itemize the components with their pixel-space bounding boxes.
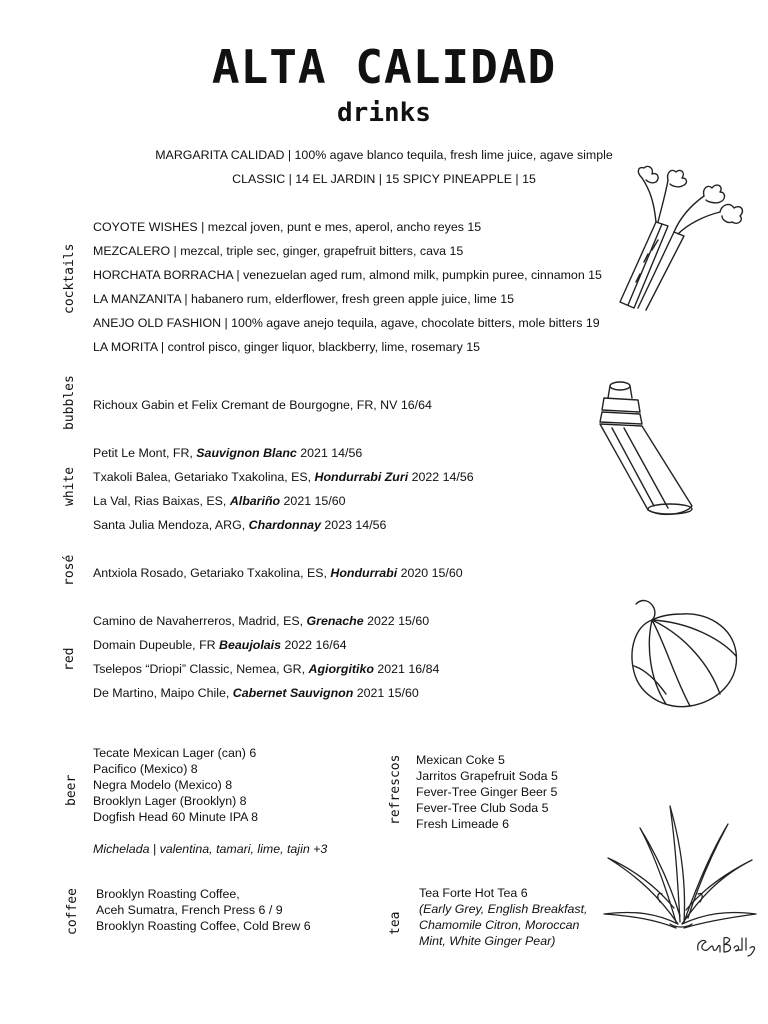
cocktail-item: COYOTE WISHES | mezcal joven, punt e mes, aperol, ancho reyes 15	[93, 220, 482, 234]
beer-item: Tecate Mexican Lager (can) 6	[93, 746, 257, 760]
wine-producer: Camino de Navaherreros, Madrid, ES,	[93, 614, 307, 628]
margarita-variants: CLASSIC | 14 EL JARDIN | 15 SPICY PINEAPPLE | 15	[232, 172, 536, 186]
refresco-item: Fever-Tree Ginger Beer 5	[416, 785, 558, 799]
wine-price: 2021 16/84	[373, 662, 440, 676]
wine-producer: Antxiola Rosado, Getariako Txakolina, ES,	[93, 566, 331, 580]
agave-illustration	[600, 798, 760, 938]
wine-varietal: Agiorgitiko	[308, 662, 374, 676]
wine-price: 2022 15/60	[363, 614, 430, 628]
red-wine-item	[93, 613, 429, 629]
wine-price: 2022 16/64	[281, 638, 347, 652]
tomatillo-illustration	[626, 596, 746, 712]
refresco-item: Jarritos Grapefruit Soda 5	[416, 769, 558, 783]
tea-option: (Early Grey, English Breakfast,	[419, 902, 588, 916]
menu-title: ALTA CALIDAD	[211, 40, 557, 94]
coffee-item: Brooklyn Roasting Coffee, Cold Brew 6	[96, 919, 311, 933]
tea-item: Tea Forte Hot Tea 6	[419, 886, 528, 900]
white-wine-item	[93, 445, 362, 461]
celery-illustration	[608, 162, 764, 312]
refresco-item: Fever-Tree Club Soda 5	[416, 801, 549, 815]
coffee-item: Aceh Sumatra, French Press 6 / 9	[96, 903, 283, 917]
white-wine-item	[93, 517, 386, 533]
wine-price: 2021 14/56	[296, 446, 363, 460]
section-label-white: white	[62, 466, 77, 506]
wine-price: 2021 15/60	[353, 686, 419, 700]
wine-producer: Domain Dupeuble, FR	[93, 638, 220, 652]
coffee-item: Brooklyn Roasting Coffee,	[96, 887, 240, 901]
section-label-tea: tea	[388, 911, 403, 935]
wine-producer: Santa Julia Mendoza, ARG,	[93, 518, 249, 532]
red-wine-item	[93, 637, 346, 653]
beer-item: Brooklyn Lager (Brooklyn) 8	[93, 794, 247, 808]
wine-producer: Txakoli Balea, Getariako Txakolina, ES,	[93, 470, 315, 484]
beer-item: Pacifico (Mexico) 8	[93, 762, 198, 776]
cocktail-item: ANEJO OLD FASHION | 100% agave anejo tequila, agave, chocolate bitters, mole bitters 19	[93, 316, 600, 330]
wine-varietal: Cabernet Sauvignon	[232, 686, 354, 700]
white-wine-item	[93, 469, 474, 485]
wine-price: 2020 15/60	[397, 566, 463, 580]
menu-subtitle: drinks	[337, 98, 431, 128]
wine-varietal: Beaujolais	[219, 638, 282, 652]
beer-item: Dogfish Head 60 Minute IPA 8	[93, 810, 259, 824]
red-wine-item	[93, 685, 419, 701]
section-label-cocktails: cocktails	[62, 243, 77, 314]
wine-varietal: Hondurrabi Zuri	[314, 470, 409, 484]
tea-option: Mint, White Ginger Pear)	[419, 934, 556, 948]
wine-price: 2022 14/56	[408, 470, 474, 484]
cocktail-item: LA MORITA | control pisco, ginger liquor, blackberry, lime, rosemary 15	[93, 340, 481, 354]
wine-varietal: Chardonnay	[248, 518, 321, 532]
section-label-red: red	[62, 647, 77, 671]
wine-varietal: Albariño	[229, 494, 281, 508]
section-label-bubbles: bubbles	[62, 375, 77, 430]
tea-option: Chamomile Citron, Moroccan	[419, 918, 580, 932]
artist-signature	[694, 932, 760, 958]
wine-producer: Tselepos “Driopi” Classic, Nemea, GR,	[93, 662, 309, 676]
refresco-item: Fresh Limeade 6	[416, 817, 509, 831]
wine-producer: Petit Le Mont, FR,	[93, 446, 197, 460]
wine-varietal: Hondurrabi	[330, 566, 398, 580]
cocktail-item: LA MANZANITA | habanero rum, elderflower, fresh green apple juice, lime 15	[93, 292, 515, 306]
wine-producer: La Val, Rias Baixas, ES,	[93, 494, 230, 508]
wine-producer: De Martino, Maipo Chile,	[93, 686, 233, 700]
wine-price: 2021 15/60	[280, 494, 346, 508]
cocktail-shaker-illustration	[596, 378, 706, 518]
refresco-item: Mexican Coke 5	[416, 753, 505, 767]
cocktail-item: HORCHATA BORRACHA | venezuelan aged rum, almond milk, pumpkin puree, cinnamon 15	[93, 268, 602, 282]
section-label-refrescos: refrescos	[388, 754, 403, 825]
margarita-line: MARGARITA CALIDAD | 100% agave blanco tequila, fresh lime juice, agave simple	[155, 148, 613, 162]
section-label-beer: beer	[64, 774, 79, 806]
wine-producer: Richoux Gabin et Felix Cremant de Bourgogne, FR, NV 16/64	[93, 398, 432, 412]
michelada-note: Michelada | valentina, tamari, lime, tajin +3	[93, 842, 328, 856]
bubbles-item	[93, 397, 432, 413]
beer-item: Negra Modelo (Mexico) 8	[93, 778, 233, 792]
section-label-coffee: coffee	[65, 888, 80, 935]
wine-price: 2023 14/56	[320, 518, 387, 532]
rose-wine-item	[93, 565, 463, 581]
white-wine-item	[93, 493, 346, 509]
red-wine-item	[93, 661, 439, 677]
section-label-rose: rosé	[62, 554, 77, 586]
cocktail-item: MEZCALERO | mezcal, triple sec, ginger, grapefruit bitters, cava 15	[93, 244, 464, 258]
wine-varietal: Sauvignon Blanc	[196, 446, 297, 460]
wine-varietal: Grenache	[306, 614, 364, 628]
